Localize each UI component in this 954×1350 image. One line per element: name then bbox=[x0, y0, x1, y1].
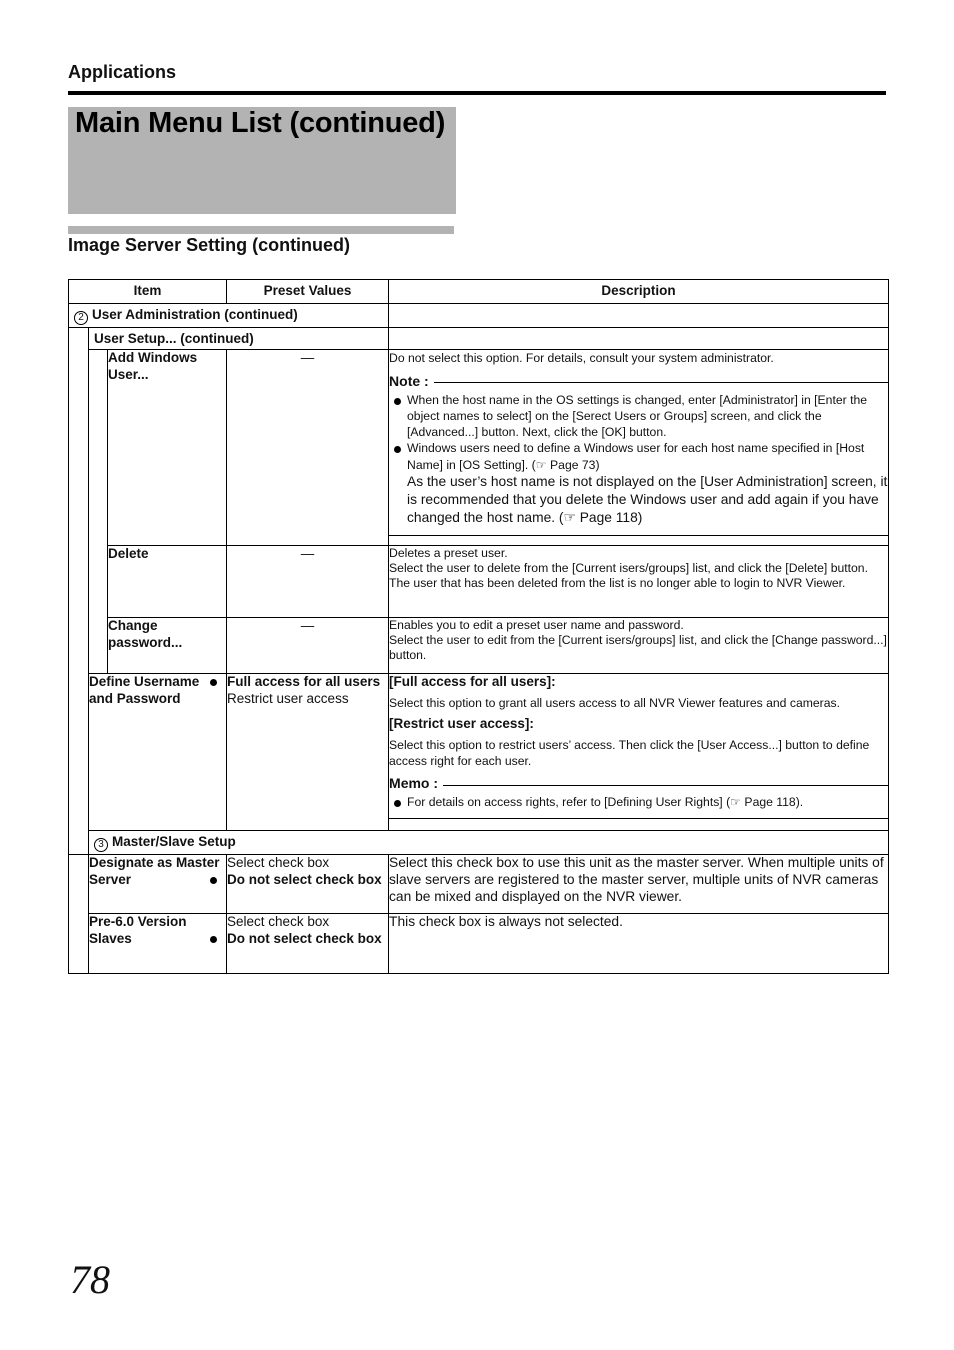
table-row bbox=[69, 618, 889, 674]
description-cell bbox=[389, 618, 889, 674]
table-row bbox=[69, 914, 889, 974]
title-banner bbox=[68, 107, 456, 214]
note-label: Note : bbox=[389, 372, 429, 389]
note-end-rule bbox=[389, 535, 888, 536]
preset-value: — bbox=[227, 546, 389, 618]
memo-end-rule bbox=[389, 818, 888, 819]
preset-cell bbox=[227, 914, 389, 974]
page-title: Main Menu List (continued) bbox=[75, 107, 446, 139]
description-text: Select the user to edit from the [Current isers/groups] list, and click the [Change password...] button. bbox=[389, 633, 887, 663]
description-heading: [Restrict user access]: bbox=[389, 716, 534, 732]
note-text-extra: As the user’s host name is not displayed on the [User Administration] screen, it is recommended that you delete the Windows user and add again if you have changed the host name. (☞ Page 118) bbox=[407, 473, 888, 525]
item-designate-master: Designate as Master Server bbox=[89, 855, 227, 914]
column-header-preset: Preset Values bbox=[227, 280, 389, 304]
preset-value: — bbox=[227, 618, 389, 674]
menu-table bbox=[68, 279, 889, 974]
note-heading bbox=[389, 373, 888, 390]
table-row bbox=[69, 328, 889, 350]
preset-option-selected: Do not select check box bbox=[227, 872, 388, 888]
table-row bbox=[69, 304, 889, 328]
heading-rule bbox=[68, 91, 886, 95]
memo-rule bbox=[443, 785, 888, 786]
note-text: Windows users need to define a Windows user for each host name specified in [Host Name] in [OS Setting]. (☞ Page 73) bbox=[407, 441, 865, 472]
note-rule bbox=[434, 382, 888, 383]
group-label: User Administration (continued) bbox=[92, 307, 298, 322]
subgroup-header-user-setup: User Setup... (continued) bbox=[89, 328, 389, 350]
item-define-username: Define Username and Password bbox=[89, 674, 227, 831]
section-heading: Applications bbox=[68, 62, 177, 82]
table-row bbox=[69, 674, 889, 831]
description-heading: [Full access for all users]: bbox=[389, 674, 556, 690]
preset-option-selected: Do not select check box bbox=[227, 931, 388, 947]
preset-value: — bbox=[227, 350, 389, 546]
item-delete: Delete bbox=[108, 546, 227, 618]
description-text: Select this option to grant all users access to all NVR Viewer features and cameras. bbox=[389, 695, 840, 710]
memo-list bbox=[389, 794, 888, 810]
subtitle-bar bbox=[68, 226, 454, 234]
table-row bbox=[69, 546, 889, 618]
description-text: Enables you to edit a preset user name and password. bbox=[389, 618, 684, 633]
group-header-user-admin bbox=[69, 304, 389, 328]
preset-option-selected: Full access for all users bbox=[227, 674, 388, 690]
description-cell bbox=[389, 546, 889, 618]
table-row bbox=[69, 350, 889, 546]
preset-option: Select check box bbox=[227, 855, 330, 871]
item-add-windows-user: Add Windows User... bbox=[108, 350, 227, 546]
indent-cell bbox=[69, 855, 89, 974]
list-item bbox=[389, 440, 888, 526]
description-text: Deletes a preset user. bbox=[389, 546, 508, 561]
table-header-row bbox=[69, 280, 889, 304]
preset-cell bbox=[227, 674, 389, 831]
list-item: For details on access rights, refer to [Defining User Rights] (☞ Page 118). bbox=[389, 794, 888, 810]
empty-cell bbox=[389, 304, 889, 328]
group-header-master-slave bbox=[89, 831, 889, 855]
column-header-item: Item bbox=[69, 280, 227, 304]
empty-cell bbox=[389, 328, 889, 350]
description-text: Do not select this option. For details, consult your system administrator. bbox=[389, 351, 774, 366]
description-cell bbox=[389, 350, 889, 546]
circled-number-icon: 3 bbox=[94, 838, 108, 852]
description-cell bbox=[389, 674, 889, 831]
note-list bbox=[389, 392, 888, 527]
indent-cell bbox=[69, 328, 89, 855]
preset-cell bbox=[227, 855, 389, 914]
column-header-description: Description bbox=[389, 280, 889, 304]
memo-label: Memo : bbox=[389, 775, 439, 792]
item-pre60-slaves: Pre-6.0 Version Slaves bbox=[89, 914, 227, 974]
table-row bbox=[69, 831, 889, 855]
memo-heading bbox=[389, 775, 888, 792]
table-row bbox=[69, 855, 889, 914]
description-text: Select this check box to use this unit as the master server. When multiple units of slave servers are registered to the master server, multiple units of NVR cameras can be mixed and displayed on the NVR viewer. bbox=[389, 855, 889, 914]
indent-cell bbox=[89, 350, 108, 674]
item-change-password: Change password... bbox=[108, 618, 227, 674]
page-number: 78 bbox=[70, 1257, 110, 1302]
group-label: Master/Slave Setup bbox=[112, 834, 236, 850]
description-text: This check box is always not selected. bbox=[389, 914, 889, 974]
preset-option: Restrict user access bbox=[227, 690, 349, 706]
preset-option: Select check box bbox=[227, 914, 330, 930]
section-subtitle: Image Server Setting (continued) bbox=[68, 235, 351, 255]
description-text: Select this option to restrict users’ access. Then click the [User Access...] button to define access right for each user. bbox=[389, 737, 870, 768]
description-text: Select the user to delete from the [Current isers/groups] list, and click the [Delete] button. The user that has been deleted from the list is no longer able to login to NVR Viewer. bbox=[389, 561, 868, 591]
circled-number-icon: 2 bbox=[74, 311, 88, 325]
list-item: When the host name in the OS settings is changed, enter [Administrator] in [Enter the object names to select] on the [Serect Users or Groups] screen, and click the [Advanced...] button. Next, click the [OK] button. bbox=[389, 392, 888, 441]
